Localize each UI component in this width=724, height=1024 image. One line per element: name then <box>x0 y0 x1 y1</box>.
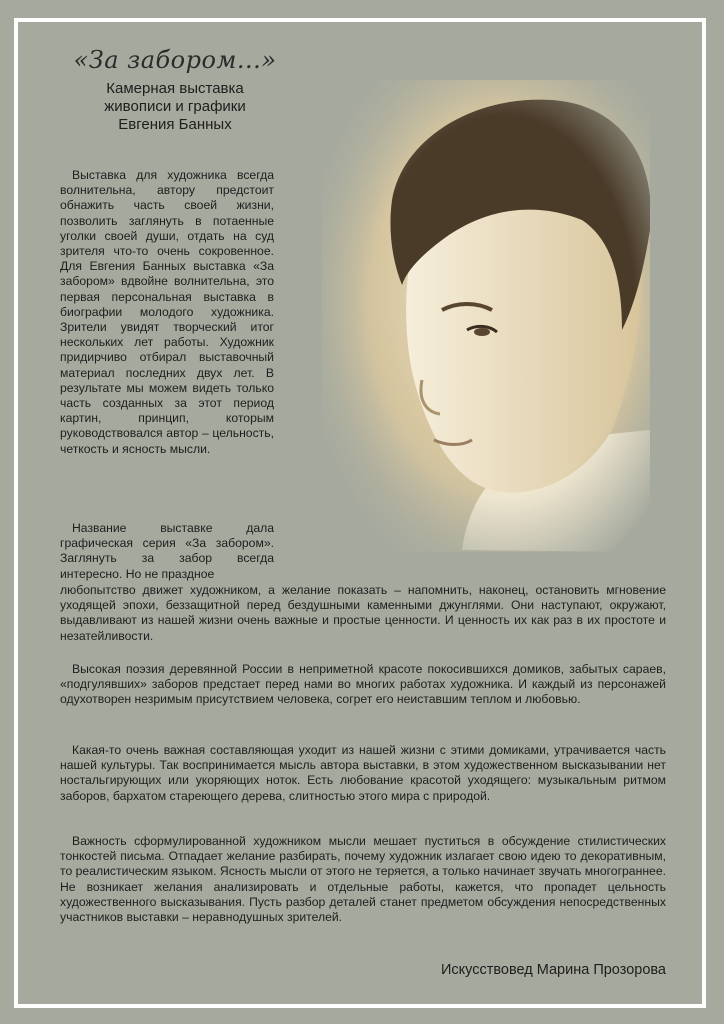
paragraph-1: Выставка для художника всегда волнительна, автору предстоит обнажить часть своей жизни, позволить заглянуть в потаенные уголки своей души, отдать на суд зрителя что-то очень сокровенное. Для Евгения Банных выставка «За забором» вдвойне волнительна, это первая персональная выставка в биографии молодого художника. Зрители увидят творческий итог нескольких лет работы. Художник придирчиво отбирал выставочный материал последних двух лет. В результате мы можем видеть только часть созданных за этот период картин, принцип, которым руководствовался автор – цельность, четкость и ясность мысли. <box>60 168 274 456</box>
title-block <box>60 46 290 134</box>
exhibition-title: «За забором...» <box>73 46 277 74</box>
paragraph-5: Важность сформулированной художником мысли мешает пуститься в обсуждение стилистических тонкостей письма. Отпадает желание разбирать, почему художник излагает свою идею то декоративным, то реалистическим языком. Ясность мысли от этого не теряется, а только начинает звучать многограннее. Не возникает желания анализировать и отдельные работы, кажется, что пропадет цельность художественного высказывания. Пусть разбор деталей станет предметом обсуждения непосредственных участников выставки – неравнодушных зрителей. <box>60 834 666 925</box>
artist-portrait <box>322 80 650 552</box>
subtitle-line-2: живописи и графики <box>104 98 246 115</box>
paragraph-2-start: Название выставке дала графическая серия «За забором». Заглянуть за забор всегда интересно. Но не праздное <box>60 521 274 581</box>
author-signature: Искусствовед Марина Прозорова <box>440 962 666 978</box>
subtitle-line-3: Евгения Банных <box>118 116 232 133</box>
subtitle-line-1: Камерная выставка <box>106 80 244 97</box>
paragraph-4: Какая-то очень важная составляющая уходит из нашей жизни с этими домиками, утрачивается часть нашей культуры. Так воспринимается мысль автора выставки, в этом художественном высказывании нет ностальгирующих или укоряющих ноток. Есть любование красотой уходящего: музыкальным ритмом заборов, бархатом стареющего дерева, слитностью этого мира с природой. <box>60 743 666 803</box>
paragraph-3: Высокая поэзия деревянной России в неприметной красоте покосившихся домиков, забытых сараев, «подгулявших» заборов предстает перед нами во многих работах художника. И каждый из персонажей одухотворен незримым присутствием человека, согрет его неиставшим теплом и любовью. <box>60 662 666 707</box>
paragraph-2-end: любопытство движет художником, а желание показать – напомнить, наконец, остановить мгновение уходящей эпохи, беззащитной перед бездушными каменными джунглями. Они наступают, окружают, выдавливают из нашей жизни очень важные и простые ценности. И ценность их как раз в их простоте и незатейливости. <box>60 583 666 643</box>
